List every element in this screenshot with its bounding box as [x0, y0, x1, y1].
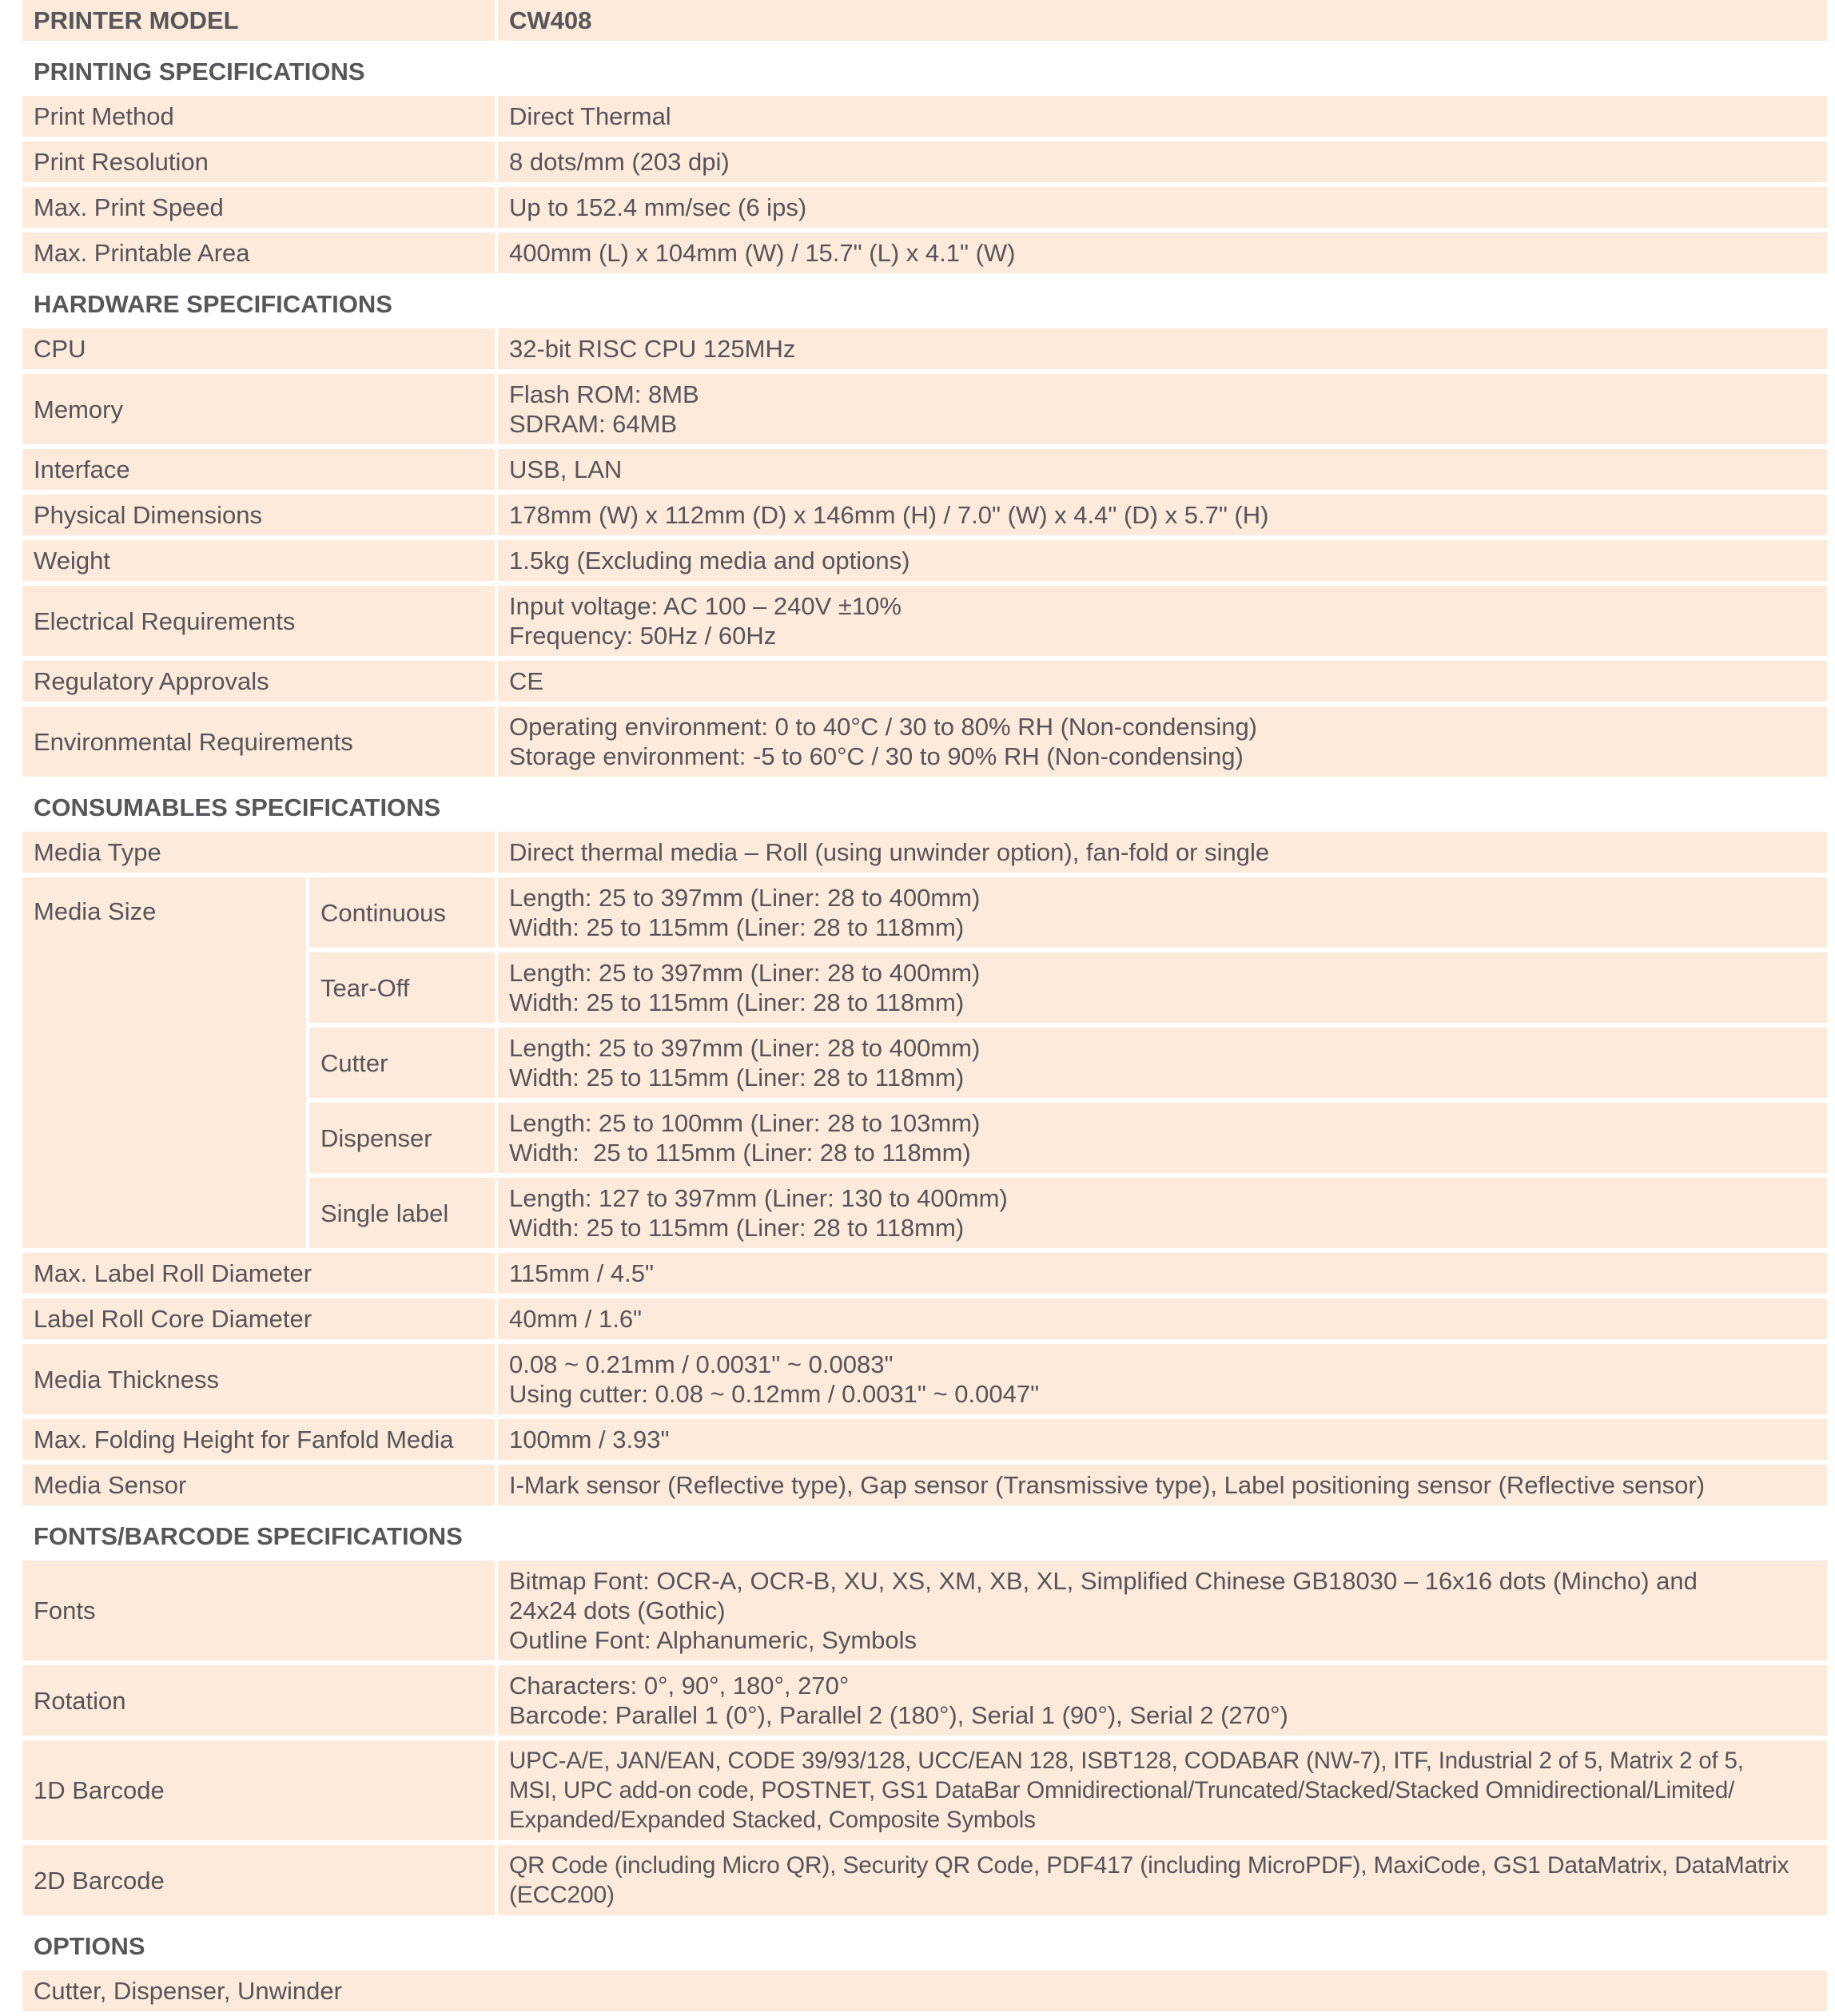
options-row — [22, 1970, 1827, 2011]
spec-label: Print Resolution — [22, 141, 495, 182]
value-line: Length: 25 to 397mm (Liner: 28 to 400mm) — [509, 884, 981, 912]
value-line: Using cutter: 0.08 ~ 0.12mm / 0.0031" ~ 0.0047" — [509, 1380, 1040, 1408]
spec-value — [498, 1665, 1827, 1736]
spec-value — [498, 586, 1827, 656]
value-line: SDRAM: 64MB — [509, 410, 678, 438]
spec-row — [22, 540, 1827, 581]
value-line: I-Mark sensor (Reflective type), Gap sensor (Transmissive type), Label positioning sensor (Reflective sensor) — [509, 1471, 1706, 1499]
spec-value — [498, 374, 1827, 444]
spec-value — [498, 1465, 1827, 1505]
spec-row — [22, 706, 1827, 777]
printer-model-row — [22, 0, 1827, 41]
spec-row — [22, 374, 1827, 444]
spec-row — [22, 1561, 1827, 1660]
value-line: Frequency: 50Hz / 60Hz — [509, 622, 777, 650]
spec-label: 2D Barcode — [22, 1845, 495, 1915]
spec-row — [22, 1665, 1827, 1736]
value-line: Width: 25 to 115mm (Liner: 28 to 118mm) — [509, 1139, 971, 1167]
value-line: Characters: 0°, 90°, 180°, 270° — [509, 1672, 850, 1700]
spec-label: Fonts — [22, 1561, 495, 1660]
value-line: Input voltage: AC 100 – 240V ±10% — [509, 592, 902, 620]
spec-label: Print Method — [22, 96, 495, 137]
value-line: 115mm / 4.5" — [509, 1259, 655, 1287]
value-line: Expanded/Expanded Stacked, Composite Symbols — [509, 1807, 1036, 1833]
spec-row — [22, 96, 1827, 137]
value-line: Length: 25 to 397mm (Liner: 28 to 400mm) — [509, 959, 981, 987]
spec-row — [22, 1740, 1827, 1840]
section-title-fonts-barcode: FONTS/BARCODE SPECIFICATIONS — [22, 1510, 1827, 1556]
spec-row — [22, 449, 1827, 490]
value-line: Length: 25 to 100mm (Liner: 28 to 103mm) — [509, 1109, 981, 1137]
value-line: 0.08 ~ 0.21mm / 0.0031" ~ 0.0083" — [509, 1350, 894, 1378]
value-line: Barcode: Parallel 1 (0°), Parallel 2 (180°), Serial 1 (90°), Serial 2 (270°) — [509, 1701, 1288, 1729]
value-line: Bitmap Font: OCR-A, OCR-B, XU, XS, XM, XB, XL, Simplified Chinese GB18030 – 16x16 dots (Mincho) and — [509, 1567, 1698, 1595]
media-size-row — [22, 877, 1827, 948]
media-size-mode: Continuous — [309, 877, 495, 948]
value-line: 100mm / 3.93" — [509, 1426, 670, 1453]
spec-value — [498, 1740, 1827, 1840]
spec-label: Max. Label Roll Diameter — [22, 1253, 495, 1294]
spec-row — [22, 832, 1827, 873]
spec-value — [498, 1178, 1827, 1248]
value-line: CE — [509, 667, 544, 695]
spec-value: Direct thermal media – Roll (using unwinder option), fan-fold or single — [498, 832, 1827, 873]
spec-value — [498, 449, 1827, 490]
spec-label: Weight — [22, 540, 495, 581]
spec-sheet — [19, 0, 1830, 2016]
value-line: MSI, UPC add-on code, POSTNET, GS1 DataBar Omnidirectional/Truncated/Stacked/Stacked Omnidirectional/Limited/ — [509, 1777, 1735, 1803]
spec-label: Interface — [22, 449, 495, 490]
spec-row — [22, 187, 1827, 228]
value-line: 24x24 dots (Gothic) — [509, 1596, 726, 1624]
spec-label: Media Sensor — [22, 1465, 495, 1505]
spec-label: Label Roll Core Diameter — [22, 1298, 495, 1339]
spec-value — [498, 1344, 1827, 1414]
spec-row — [22, 495, 1827, 535]
spec-value: 400mm (L) x 104mm (W) / 15.7" (L) x 4.1" (W) — [498, 233, 1827, 273]
spec-value — [498, 1561, 1827, 1660]
media-size-mode: Tear-Off — [309, 952, 495, 1023]
spec-value — [498, 661, 1827, 702]
options-value: Cutter, Dispenser, Unwinder — [22, 1970, 1827, 2011]
spec-label: Max. Printable Area — [22, 233, 495, 273]
section-title-options: OPTIONS — [22, 1920, 1827, 1966]
media-size-mode: Single label — [309, 1178, 495, 1248]
spec-value: 8 dots/mm (203 dpi) — [498, 141, 1827, 182]
spec-label: Media Thickness — [22, 1344, 495, 1414]
value-line: QR Code (including Micro QR), Security QR Code, PDF417 (including MicroPDF), MaxiCode, GS1 DataMatrix, DataMatrix — [509, 1852, 1789, 1879]
spec-value — [498, 877, 1827, 948]
spec-label: Physical Dimensions — [22, 495, 495, 535]
spec-row — [22, 328, 1827, 369]
value-line: UPC-A/E, JAN/EAN, CODE 39/93/128, UCC/EAN 128, ISBT128, CODABAR (NW-7), ITF, Industrial 2 of 5, Matrix 2 of 5, — [509, 1748, 1744, 1774]
spec-label: Electrical Requirements — [22, 586, 495, 656]
spec-label: Regulatory Approvals — [22, 661, 495, 702]
spec-row — [22, 1253, 1827, 1294]
spec-value — [498, 1419, 1827, 1460]
spec-label: Environmental Requirements — [22, 706, 495, 777]
value-line: Operating environment: 0 to 40°C / 30 to 80% RH (Non-condensing) — [509, 713, 1258, 741]
media-size-label: Media Size — [22, 877, 306, 1248]
value-line: Length: 127 to 397mm (Liner: 130 to 400mm) — [509, 1184, 1008, 1212]
printer-model-label: PRINTER MODEL — [22, 0, 495, 41]
spec-row — [22, 1298, 1827, 1339]
media-size-mode: Dispenser — [309, 1103, 495, 1173]
spec-label: CPU — [22, 328, 495, 369]
spec-row — [22, 233, 1827, 273]
spec-value — [498, 328, 1827, 369]
spec-value: Direct Thermal — [498, 96, 1827, 137]
spec-row — [22, 1419, 1827, 1460]
value-line: Flash ROM: 8MB — [509, 380, 699, 408]
section-title-hardware: HARDWARE SPECIFICATIONS — [22, 278, 1827, 324]
value-line: Storage environment: -5 to 60°C / 30 to 90% RH (Non-condensing) — [509, 742, 1244, 770]
section-title-consumables: CONSUMABLES SPECIFICATIONS — [22, 781, 1827, 827]
spec-value — [498, 1028, 1827, 1098]
value-line: 32-bit RISC CPU 125MHz — [509, 335, 796, 363]
printer-model-value: CW408 — [498, 0, 1827, 41]
value-line: Outline Font: Alphanumeric, Symbols — [509, 1626, 918, 1654]
spec-label: Media Type — [22, 832, 495, 873]
spec-value — [498, 495, 1827, 535]
spec-row — [22, 1344, 1827, 1414]
spec-row — [22, 1845, 1827, 1915]
spec-row — [22, 586, 1827, 656]
spec-value — [498, 540, 1827, 581]
value-line: 178mm (W) x 112mm (D) x 146mm (H) / 7.0" (W) x 4.4" (D) x 5.7" (H) — [509, 501, 1269, 529]
spec-row — [22, 661, 1827, 702]
spec-value — [498, 706, 1827, 777]
spec-row — [22, 141, 1827, 182]
spec-row — [22, 1465, 1827, 1505]
spec-table — [19, 0, 1830, 2016]
section-title-printing: PRINTING SPECIFICATIONS — [22, 46, 1827, 91]
value-line: Width: 25 to 115mm (Liner: 28 to 118mm) — [509, 1214, 965, 1242]
value-line: Width: 25 to 115mm (Liner: 28 to 118mm) — [509, 988, 965, 1016]
value-line: USB, LAN — [509, 455, 623, 483]
spec-label: Memory — [22, 374, 495, 444]
spec-value — [498, 1103, 1827, 1173]
spec-label: Rotation — [22, 1665, 495, 1736]
spec-label: Max. Print Speed — [22, 187, 495, 228]
value-line: Length: 25 to 397mm (Liner: 28 to 400mm) — [509, 1034, 981, 1062]
spec-label: 1D Barcode — [22, 1740, 495, 1840]
spec-value — [498, 1253, 1827, 1294]
value-line: Width: 25 to 115mm (Liner: 28 to 118mm) — [509, 913, 965, 941]
value-line: Width: 25 to 115mm (Liner: 28 to 118mm) — [509, 1064, 965, 1092]
value-line: 40mm / 1.6" — [509, 1305, 643, 1333]
spec-value — [498, 1845, 1827, 1915]
value-line: 1.5kg (Excluding media and options) — [509, 547, 910, 575]
spec-value — [498, 952, 1827, 1023]
spec-label: Max. Folding Height for Fanfold Media — [22, 1419, 495, 1460]
spec-value — [498, 1298, 1827, 1339]
value-line: (ECC200) — [509, 1882, 615, 1908]
spec-value: Up to 152.4 mm/sec (6 ips) — [498, 187, 1827, 228]
media-size-mode: Cutter — [309, 1028, 495, 1098]
